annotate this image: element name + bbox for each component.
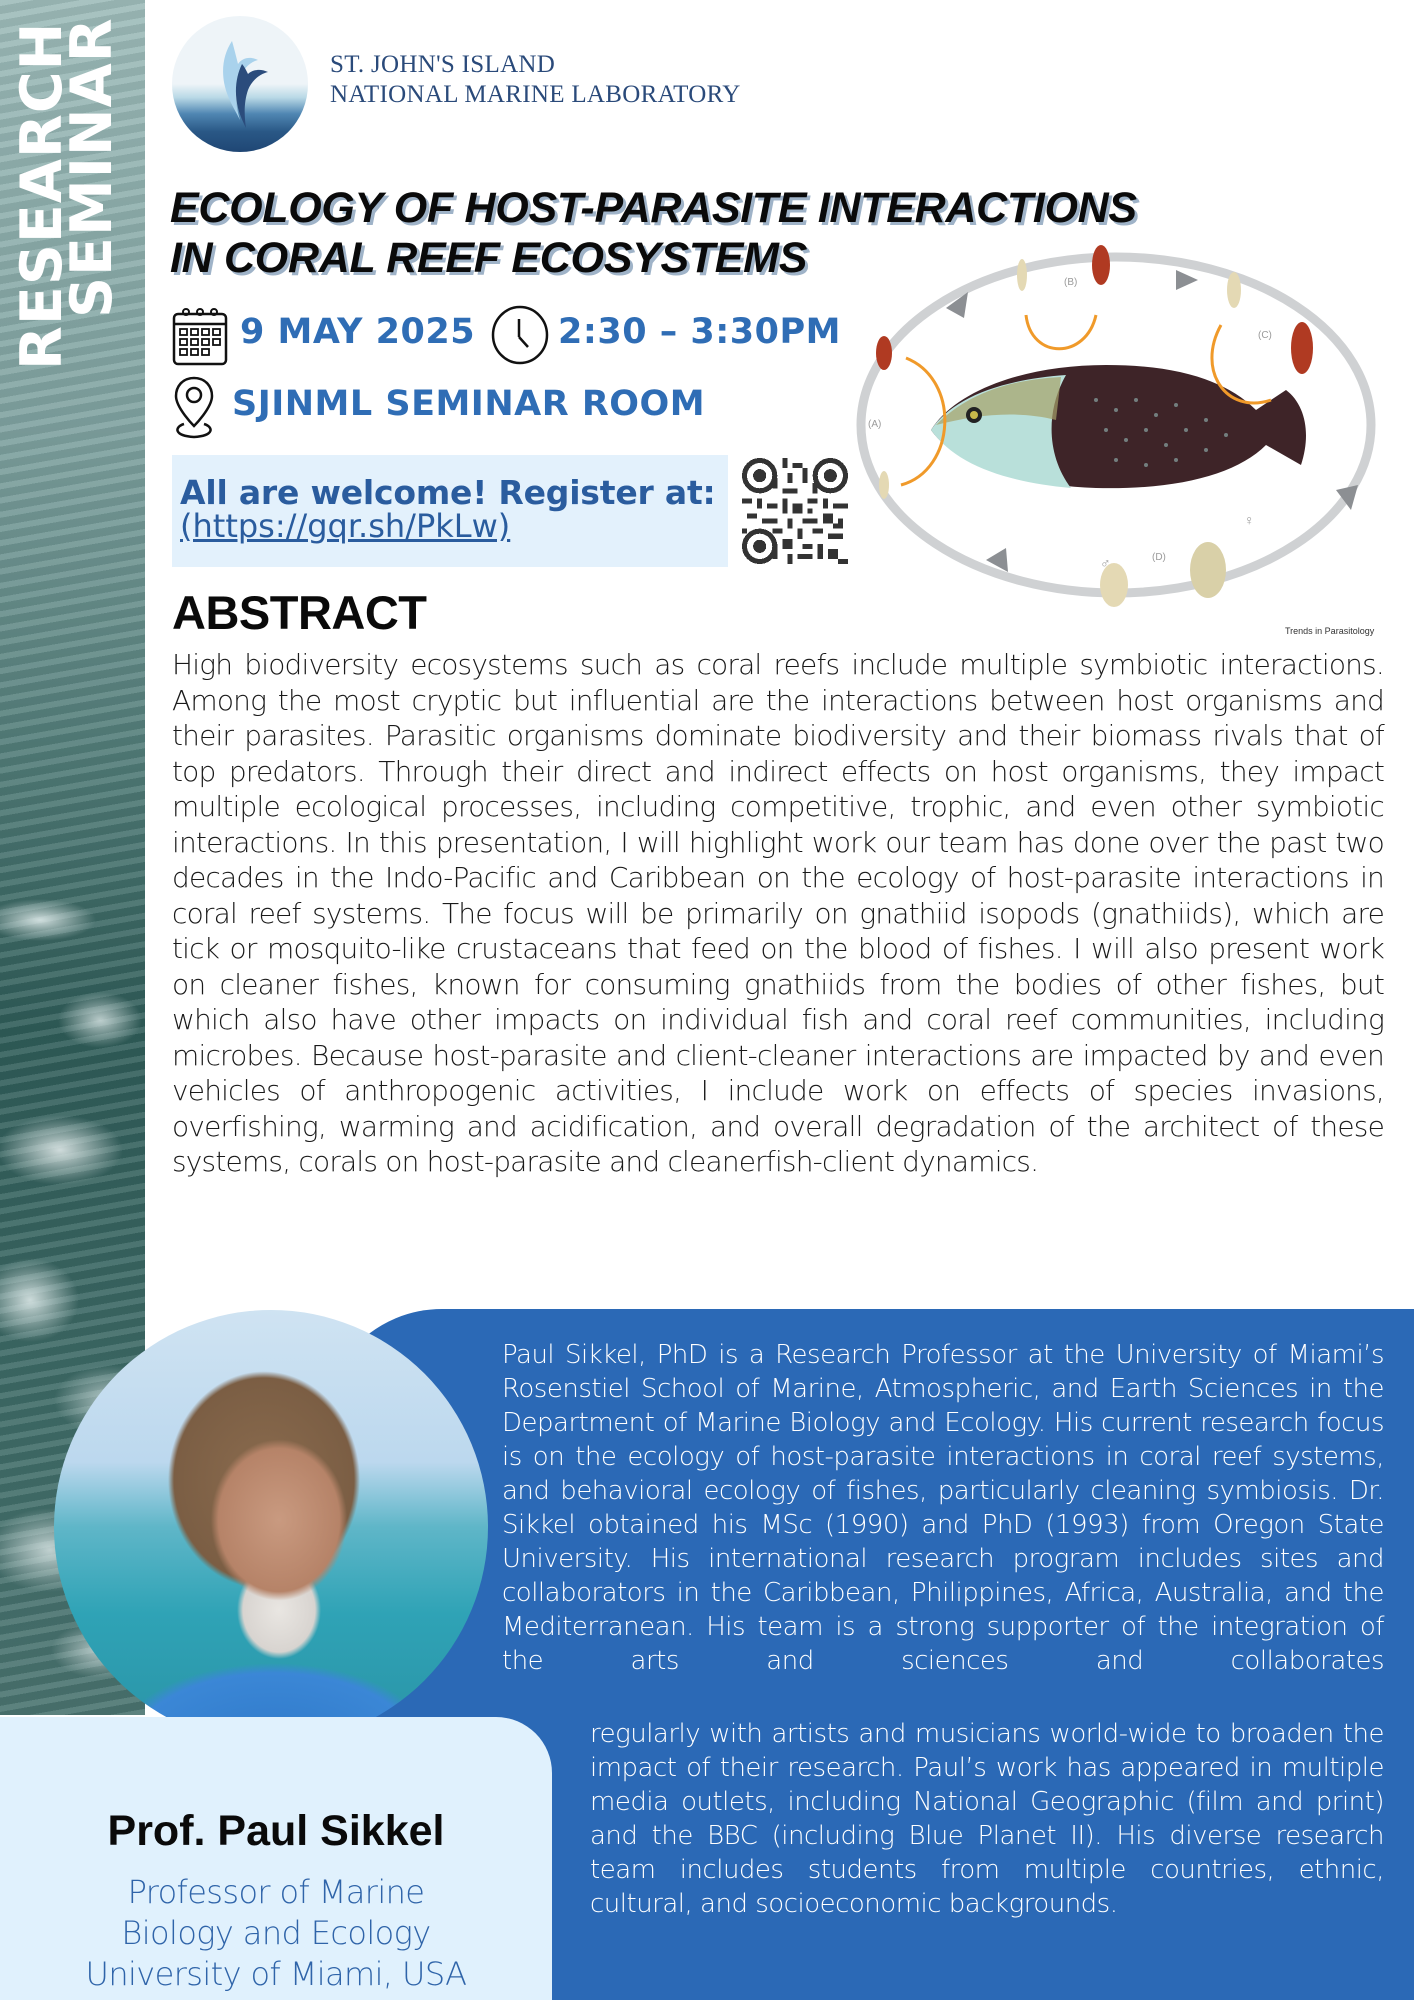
- speaker-role: [0, 1872, 552, 1995]
- gnathiid-lifecycle-diagram: [846, 230, 1386, 640]
- diagram-credit: Trends in Parasitology: [1285, 626, 1375, 636]
- svg-text:(B): (B): [1064, 277, 1078, 288]
- title-line-1: ECOLOGY OF HOST-PARASITE INTERACTIONS: [170, 184, 1137, 232]
- abstract-body: High biodiversity ecosystems such as coral reefs include multiple symbiotic interactions. Among the most cryptic but influential are the interactions between host organisms and their parasites. Parasitic organisms dominate biodiversity and their biomass rivals that of top predators. Through their direct and indirect effects on host organisms, they impact multiple ecological processes, including competitive, trophic, and even other symbiotic interactions. In this presentation, I will highlight work our team has done over the past two decades in the Indo-Pacific and Caribbean on the ecology of host-parasite interactions in coral reef systems. The focus will be primarily on gnathiid isopods (gnathiids), which are tick or mosquito-like crustaceans that feed on the blood of fishes. I will also present work on cleaner fishes, known for consuming gnathiids from the bodies of other fishes, but which also have other impacts on individual fish and coral reef communities, including microbes. Because host-parasite and client-cleaner interactions are impacted by and even vehicles of anthropogenic activities, I include work on effects of species invasions, overfishing, warming and acidification, and overall degradation of the architect of these systems, corals on host-parasite and cleanerfish-client dynamics.: [172, 648, 1384, 1178]
- svg-text:(D): (D): [1152, 552, 1166, 563]
- research-label: RESEARCH: [9, 21, 75, 370]
- svg-text:♂: ♂: [1100, 555, 1111, 571]
- title-line-2: IN CORAL REEF ECOSYSTEMS: [170, 234, 808, 282]
- org-line-2: NATIONAL MARINE LABORATORY: [330, 81, 741, 108]
- qr-code[interactable]: [742, 458, 848, 564]
- event-time: 2:30 – 3:30PM: [558, 312, 841, 352]
- dolphin-icon: [172, 16, 308, 152]
- speaker-photo: [54, 1310, 488, 1744]
- calendar-icon: [172, 306, 230, 371]
- cycle-arrow-icon: [1176, 270, 1198, 290]
- clock-icon: [490, 305, 550, 370]
- role-line-1: Professor of Marine: [127, 1873, 425, 1911]
- register-prompt: All are welcome! Register at:: [180, 473, 716, 512]
- seminar-label: SEMINAR: [59, 17, 125, 318]
- speaker-card: [0, 1717, 552, 2000]
- event-date: 9 MAY 2025: [240, 312, 476, 352]
- abstract-heading: ABSTRACT: [172, 586, 427, 639]
- speaker-name: Prof. Paul Sikkel: [107, 1807, 445, 1855]
- svg-text:♀: ♀: [1244, 512, 1255, 528]
- role-line-2: Biology and Ecology: [121, 1914, 431, 1952]
- location-pin-icon: [170, 374, 218, 447]
- register-link[interactable]: (https://gqr.sh/PkLw): [180, 507, 511, 545]
- svg-text:(C): (C): [1258, 330, 1272, 341]
- sjinml-logo: [172, 16, 308, 152]
- role-line-3: University of Miami, USA: [85, 1955, 467, 1993]
- seminar-type-label: [0, 0, 145, 380]
- organization-name: [330, 50, 741, 110]
- registration-box: [172, 455, 728, 567]
- event-location: SJINML SEMINAR ROOM: [232, 384, 706, 424]
- svg-text:(A): (A): [868, 419, 882, 430]
- speaker-bio-part-2: regularly with artists and musicians world-wide to broaden the impact of their research. Paul’s work has appeared in multiple media outlets, including National Geographic (film and print) and the BBC (including Blue Planet II). His diverse research team includes students from multiple countries, ethnic, cultural, and socioeconomic backgrounds.: [590, 1719, 1384, 1919]
- org-line-1: ST. JOHN'S ISLAND: [330, 51, 556, 78]
- speaker-bio-part-1: Paul Sikkel, PhD is a Research Professor at the University of Miami’s Rosenstiel School of Marine, Atmospheric, and Earth Sciences in the Department of Marine Biology and Ecology. His current research focus is on the ecology of host-parasite interactions in coral reef systems, and behavioral ecology of fishes, particularly cleaning symbiosis. Dr. Sikkel obtained his MSc (1990) and PhD (1993) from Oregon State University. His international research program includes sites and collaborators in the Caribbean, Philippines, Africa, Australia, and the Mediterranean. His team is a strong supporter of the integration of the arts and sciences and collaborates: [502, 1340, 1384, 1676]
